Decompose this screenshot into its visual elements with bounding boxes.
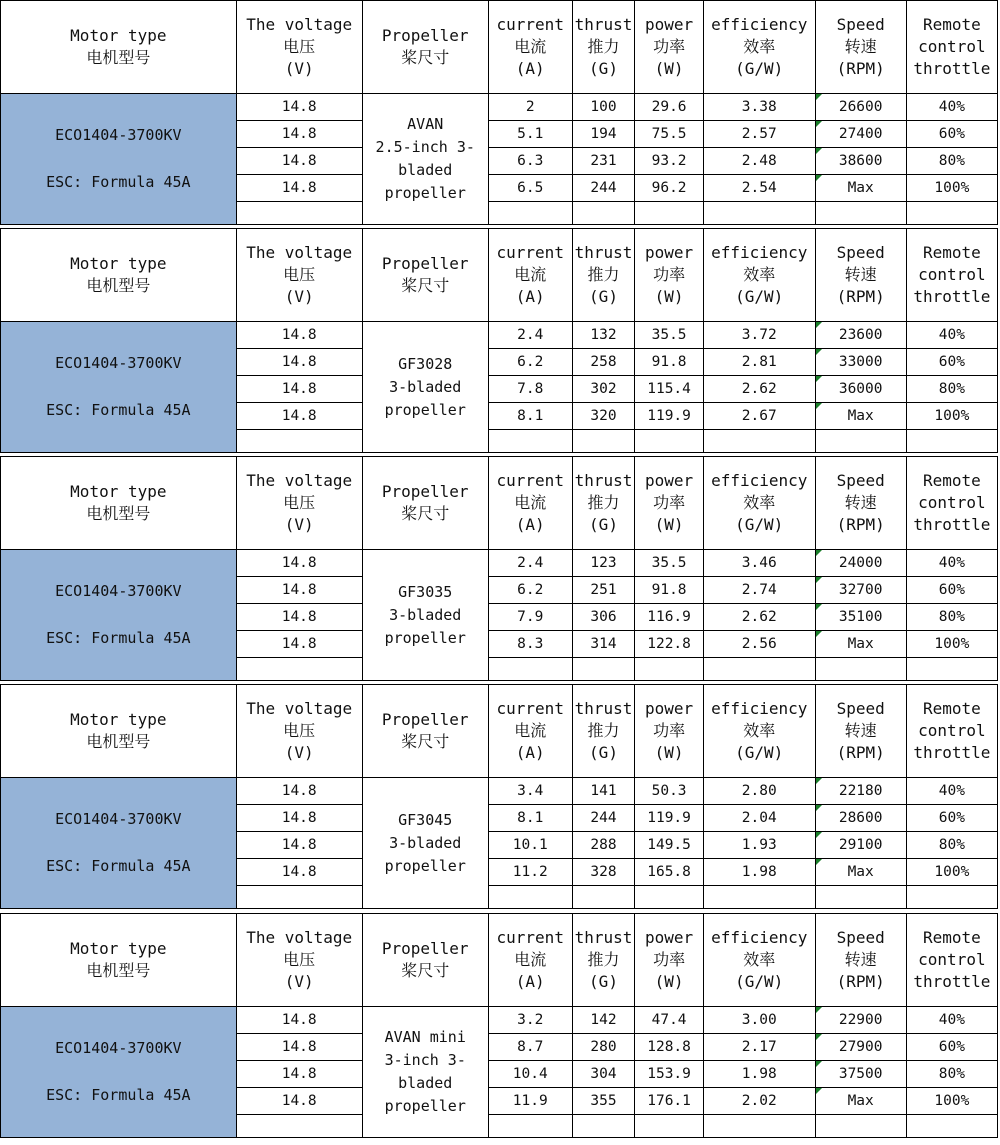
- empty-cell: [906, 202, 997, 225]
- thrust-cell: 355: [572, 1088, 635, 1115]
- propeller-cell: [362, 550, 488, 681]
- motor-test-table-4: [0, 684, 998, 909]
- throttle-cell: 40%: [906, 94, 997, 121]
- propeller-line: propeller: [384, 628, 466, 647]
- header-motor-type: Motor type 电机型号: [1, 685, 237, 778]
- speed-cell: 36000: [815, 376, 906, 403]
- voltage-cell: 14.8: [236, 322, 362, 349]
- propeller-line: propeller: [384, 856, 466, 875]
- voltage-cell: 14.8: [236, 121, 362, 148]
- header-voltage: The voltage 电压 (V): [236, 229, 362, 322]
- empty-cell: [815, 658, 906, 681]
- voltage-cell: 14.8: [236, 604, 362, 631]
- empty-cell: [703, 202, 815, 225]
- efficiency-cell: 2.74: [703, 577, 815, 604]
- empty-cell: [488, 1115, 572, 1138]
- efficiency-cell: 2.67: [703, 403, 815, 430]
- header-speed: Speed 转速 (RPM): [815, 914, 906, 1007]
- header-propeller: Propeller 桨尺寸: [362, 685, 488, 778]
- efficiency-cell: 2.02: [703, 1088, 815, 1115]
- power-cell: 35.5: [635, 550, 704, 577]
- empty-cell: [635, 202, 704, 225]
- throttle-cell: 100%: [906, 859, 997, 886]
- empty-cell: [703, 430, 815, 453]
- voltage-cell: 14.8: [236, 349, 362, 376]
- efficiency-cell: 2.17: [703, 1034, 815, 1061]
- voltage-cell: 14.8: [236, 577, 362, 604]
- speed-cell: 22180: [815, 778, 906, 805]
- propeller-line: propeller: [384, 1097, 466, 1115]
- thrust-cell: 244: [572, 805, 635, 832]
- motor-model: ECO1404-3700KV: [55, 354, 182, 372]
- empty-cell: [236, 430, 362, 453]
- header-motor-type: Motor type 电机型号: [1, 914, 237, 1007]
- efficiency-cell: 1.98: [703, 859, 815, 886]
- efficiency-cell: 1.98: [703, 1061, 815, 1088]
- current-cell: 2.4: [488, 550, 572, 577]
- header-thrust: thrust 推力 (G): [572, 457, 635, 550]
- efficiency-cell: 2.62: [703, 604, 815, 631]
- current-cell: 5.1: [488, 121, 572, 148]
- thrust-cell: 302: [572, 376, 635, 403]
- empty-cell: [815, 886, 906, 909]
- empty-cell: [572, 886, 635, 909]
- power-cell: 35.5: [635, 322, 704, 349]
- throttle-cell: 40%: [906, 778, 997, 805]
- power-cell: 165.8: [635, 859, 704, 886]
- propeller-line: 3-bladed: [389, 605, 462, 624]
- current-cell: 2.4: [488, 322, 572, 349]
- thrust-cell: 328: [572, 859, 635, 886]
- data-row: [1, 94, 998, 121]
- efficiency-cell: 3.00: [703, 1007, 815, 1034]
- empty-cell: [635, 886, 704, 909]
- speed-cell: 32700: [815, 577, 906, 604]
- empty-cell: [635, 658, 704, 681]
- voltage-cell: 14.8: [236, 631, 362, 658]
- propeller-line: propeller: [384, 400, 466, 419]
- speed-cell: 23600: [815, 322, 906, 349]
- current-cell: 8.1: [488, 805, 572, 832]
- header-thrust: thrust 推力 (G): [572, 914, 635, 1007]
- propeller-line: GF3045: [398, 810, 453, 829]
- current-cell: 11.2: [488, 859, 572, 886]
- power-cell: 122.8: [635, 631, 704, 658]
- current-cell: 2: [488, 94, 572, 121]
- throttle-cell: 80%: [906, 832, 997, 859]
- header-power: power 功率 (W): [635, 914, 704, 1007]
- header-row: [1, 229, 998, 322]
- thrust-cell: 304: [572, 1061, 635, 1088]
- empty-cell: [572, 1115, 635, 1138]
- speed-cell: 28600: [815, 805, 906, 832]
- header-current: current 电流 (A): [488, 685, 572, 778]
- throttle-cell: 100%: [906, 175, 997, 202]
- propeller-line: propeller: [384, 184, 466, 202]
- empty-cell: [236, 1115, 362, 1138]
- header-throttle: Remote control throttle: [906, 229, 997, 322]
- power-cell: 93.2: [635, 148, 704, 175]
- propeller-line: 3-bladed: [389, 377, 462, 396]
- propeller-cell: [362, 322, 488, 453]
- header-power: power 功率 (W): [635, 685, 704, 778]
- thrust-cell: 306: [572, 604, 635, 631]
- throttle-cell: 100%: [906, 1088, 997, 1115]
- header-efficiency: efficiency 效率 (G/W): [703, 457, 815, 550]
- power-cell: 75.5: [635, 121, 704, 148]
- motor-model-cell: [1, 1007, 237, 1138]
- power-cell: 176.1: [635, 1088, 704, 1115]
- motor-model-cell: [1, 550, 237, 681]
- header-power: power 功率 (W): [635, 1, 704, 94]
- speed-cell: 38600: [815, 148, 906, 175]
- empty-cell: [488, 202, 572, 225]
- voltage-cell: 14.8: [236, 1088, 362, 1115]
- voltage-cell: 14.8: [236, 859, 362, 886]
- speed-cell: Max: [815, 175, 906, 202]
- empty-cell: [236, 886, 362, 909]
- motor-test-table-2: [0, 228, 998, 453]
- power-cell: 149.5: [635, 832, 704, 859]
- propeller-line: 3-inch 3-: [384, 1051, 466, 1069]
- empty-cell: [572, 202, 635, 225]
- header-voltage: The voltage 电压 (V): [236, 914, 362, 1007]
- header-throttle: Remote control throttle: [906, 685, 997, 778]
- header-throttle: Remote control throttle: [906, 457, 997, 550]
- throttle-cell: 40%: [906, 322, 997, 349]
- throttle-cell: 40%: [906, 550, 997, 577]
- header-efficiency: efficiency 效率 (G/W): [703, 914, 815, 1007]
- speed-cell: Max: [815, 859, 906, 886]
- empty-cell: [906, 430, 997, 453]
- speed-cell: 27900: [815, 1034, 906, 1061]
- header-propeller: Propeller 桨尺寸: [362, 457, 488, 550]
- efficiency-cell: 3.46: [703, 550, 815, 577]
- speed-cell: 33000: [815, 349, 906, 376]
- current-cell: 6.2: [488, 577, 572, 604]
- current-cell: 6.2: [488, 349, 572, 376]
- empty-cell: [906, 886, 997, 909]
- power-cell: 91.8: [635, 349, 704, 376]
- data-row: [1, 322, 998, 349]
- empty-cell: [703, 658, 815, 681]
- thrust-cell: 288: [572, 832, 635, 859]
- data-row: [1, 550, 998, 577]
- current-cell: 7.9: [488, 604, 572, 631]
- header-efficiency: efficiency 效率 (G/W): [703, 1, 815, 94]
- header-power: power 功率 (W): [635, 229, 704, 322]
- header-speed: Speed 转速 (RPM): [815, 1, 906, 94]
- header-thrust: thrust 推力 (G): [572, 685, 635, 778]
- power-cell: 91.8: [635, 577, 704, 604]
- efficiency-cell: 2.57: [703, 121, 815, 148]
- voltage-cell: 14.8: [236, 550, 362, 577]
- esc-model: ESC: Formula 45A: [46, 1086, 191, 1104]
- esc-model: ESC: Formula 45A: [46, 629, 191, 647]
- efficiency-cell: 2.62: [703, 376, 815, 403]
- header-current: current 电流 (A): [488, 1, 572, 94]
- current-cell: 10.4: [488, 1061, 572, 1088]
- power-cell: 119.9: [635, 805, 704, 832]
- header-speed: Speed 转速 (RPM): [815, 229, 906, 322]
- propeller-line: 3-bladed: [389, 833, 462, 852]
- empty-cell: [815, 430, 906, 453]
- thrust-cell: 123: [572, 550, 635, 577]
- voltage-cell: 14.8: [236, 148, 362, 175]
- empty-cell: [488, 658, 572, 681]
- propeller-cell: [362, 1007, 488, 1138]
- esc-model: ESC: Formula 45A: [46, 173, 191, 191]
- empty-cell: [572, 430, 635, 453]
- speed-cell: 37500: [815, 1061, 906, 1088]
- empty-cell: [635, 430, 704, 453]
- current-cell: 10.1: [488, 832, 572, 859]
- current-cell: 7.8: [488, 376, 572, 403]
- header-row: [1, 914, 998, 1007]
- thrust-cell: 244: [572, 175, 635, 202]
- thrust-cell: 132: [572, 322, 635, 349]
- voltage-cell: 14.8: [236, 1007, 362, 1034]
- throttle-cell: 60%: [906, 121, 997, 148]
- esc-model: ESC: Formula 45A: [46, 401, 191, 419]
- voltage-cell: 14.8: [236, 1061, 362, 1088]
- voltage-cell: 14.8: [236, 403, 362, 430]
- efficiency-cell: 2.80: [703, 778, 815, 805]
- efficiency-cell: 3.38: [703, 94, 815, 121]
- header-current: current 电流 (A): [488, 457, 572, 550]
- efficiency-cell: 2.04: [703, 805, 815, 832]
- current-cell: 6.5: [488, 175, 572, 202]
- efficiency-cell: 1.93: [703, 832, 815, 859]
- motor-model: ECO1404-3700KV: [55, 810, 182, 828]
- voltage-cell: 14.8: [236, 1034, 362, 1061]
- current-cell: 3.2: [488, 1007, 572, 1034]
- voltage-cell: 14.8: [236, 94, 362, 121]
- efficiency-cell: 2.81: [703, 349, 815, 376]
- throttle-cell: 80%: [906, 1061, 997, 1088]
- voltage-cell: 14.8: [236, 778, 362, 805]
- throttle-cell: 60%: [906, 1034, 997, 1061]
- motor-model-cell: [1, 322, 237, 453]
- thrust-cell: 258: [572, 349, 635, 376]
- data-row: [1, 778, 998, 805]
- empty-cell: [906, 658, 997, 681]
- header-row: [1, 457, 998, 550]
- empty-cell: [815, 1115, 906, 1138]
- power-cell: 50.3: [635, 778, 704, 805]
- throttle-cell: 80%: [906, 604, 997, 631]
- speed-cell: Max: [815, 631, 906, 658]
- power-cell: 29.6: [635, 94, 704, 121]
- motor-model-cell: [1, 778, 237, 909]
- empty-cell: [635, 1115, 704, 1138]
- power-cell: 96.2: [635, 175, 704, 202]
- empty-cell: [488, 430, 572, 453]
- thrust-cell: 141: [572, 778, 635, 805]
- throttle-cell: 60%: [906, 349, 997, 376]
- header-efficiency: efficiency 效率 (G/W): [703, 685, 815, 778]
- thrust-cell: 314: [572, 631, 635, 658]
- header-motor-type: Motor type 电机型号: [1, 1, 237, 94]
- empty-cell: [236, 202, 362, 225]
- current-cell: 8.7: [488, 1034, 572, 1061]
- motor-model: ECO1404-3700KV: [55, 582, 182, 600]
- propeller-line: GF3028: [398, 354, 453, 373]
- speed-cell: 27400: [815, 121, 906, 148]
- header-row: [1, 1, 998, 94]
- empty-cell: [572, 658, 635, 681]
- header-row: [1, 685, 998, 778]
- current-cell: 6.3: [488, 148, 572, 175]
- throttle-cell: 100%: [906, 403, 997, 430]
- throttle-cell: 40%: [906, 1007, 997, 1034]
- motor-test-table-3: [0, 456, 998, 681]
- propeller-line: GF3035: [398, 582, 453, 601]
- header-current: current 电流 (A): [488, 229, 572, 322]
- speed-cell: 29100: [815, 832, 906, 859]
- power-cell: 119.9: [635, 403, 704, 430]
- voltage-cell: 14.8: [236, 832, 362, 859]
- thrust-cell: 142: [572, 1007, 635, 1034]
- header-motor-type: Motor type 电机型号: [1, 457, 237, 550]
- header-propeller: Propeller 桨尺寸: [362, 914, 488, 1007]
- header-propeller: Propeller 桨尺寸: [362, 1, 488, 94]
- motor-test-table-1: [0, 0, 998, 225]
- thrust-cell: 231: [572, 148, 635, 175]
- motor-model: ECO1404-3700KV: [55, 1039, 182, 1057]
- speed-cell: 22900: [815, 1007, 906, 1034]
- thrust-cell: 100: [572, 94, 635, 121]
- voltage-cell: 14.8: [236, 376, 362, 403]
- empty-cell: [488, 886, 572, 909]
- propeller-line: bladed: [398, 1074, 453, 1092]
- header-throttle: Remote control throttle: [906, 1, 997, 94]
- throttle-cell: 100%: [906, 631, 997, 658]
- thrust-cell: 251: [572, 577, 635, 604]
- header-voltage: The voltage 电压 (V): [236, 457, 362, 550]
- current-cell: 8.1: [488, 403, 572, 430]
- header-speed: Speed 转速 (RPM): [815, 685, 906, 778]
- voltage-cell: 14.8: [236, 175, 362, 202]
- propeller-cell: [362, 778, 488, 909]
- esc-model: ESC: Formula 45A: [46, 857, 191, 875]
- thrust-cell: 280: [572, 1034, 635, 1061]
- current-cell: 11.9: [488, 1088, 572, 1115]
- empty-cell: [236, 658, 362, 681]
- speed-cell: Max: [815, 403, 906, 430]
- throttle-cell: 80%: [906, 376, 997, 403]
- motor-test-table-5: [0, 913, 998, 1138]
- header-efficiency: efficiency 效率 (G/W): [703, 229, 815, 322]
- motor-model-cell: [1, 94, 237, 225]
- speed-cell: 26600: [815, 94, 906, 121]
- header-thrust: thrust 推力 (G): [572, 229, 635, 322]
- propeller-line: AVAN: [407, 115, 444, 133]
- current-cell: 3.4: [488, 778, 572, 805]
- throttle-cell: 80%: [906, 148, 997, 175]
- header-voltage: The voltage 电压 (V): [236, 685, 362, 778]
- power-cell: 115.4: [635, 376, 704, 403]
- data-row: [1, 1007, 998, 1034]
- thrust-cell: 194: [572, 121, 635, 148]
- propeller-line: bladed: [398, 161, 453, 179]
- thrust-cell: 320: [572, 403, 635, 430]
- header-throttle: Remote control throttle: [906, 914, 997, 1007]
- power-cell: 47.4: [635, 1007, 704, 1034]
- power-cell: 153.9: [635, 1061, 704, 1088]
- throttle-cell: 60%: [906, 577, 997, 604]
- throttle-cell: 60%: [906, 805, 997, 832]
- efficiency-cell: 2.54: [703, 175, 815, 202]
- speed-cell: Max: [815, 1088, 906, 1115]
- header-speed: Speed 转速 (RPM): [815, 457, 906, 550]
- propeller-line: AVAN mini: [384, 1028, 466, 1046]
- motor-model: ECO1404-3700KV: [55, 126, 182, 144]
- speed-cell: 24000: [815, 550, 906, 577]
- efficiency-cell: 3.72: [703, 322, 815, 349]
- header-voltage: The voltage 电压 (V): [236, 1, 362, 94]
- empty-cell: [703, 886, 815, 909]
- header-power: power 功率 (W): [635, 457, 704, 550]
- propeller-cell: [362, 94, 488, 225]
- empty-cell: [906, 1115, 997, 1138]
- header-motor-type: Motor type 电机型号: [1, 229, 237, 322]
- current-cell: 8.3: [488, 631, 572, 658]
- voltage-cell: 14.8: [236, 805, 362, 832]
- power-cell: 116.9: [635, 604, 704, 631]
- header-thrust: thrust 推力 (G): [572, 1, 635, 94]
- power-cell: 128.8: [635, 1034, 704, 1061]
- empty-cell: [815, 202, 906, 225]
- speed-cell: 35100: [815, 604, 906, 631]
- header-propeller: Propeller 桨尺寸: [362, 229, 488, 322]
- propeller-line: 2.5-inch 3-: [375, 138, 475, 156]
- header-current: current 电流 (A): [488, 914, 572, 1007]
- empty-cell: [703, 1115, 815, 1138]
- efficiency-cell: 2.48: [703, 148, 815, 175]
- efficiency-cell: 2.56: [703, 631, 815, 658]
